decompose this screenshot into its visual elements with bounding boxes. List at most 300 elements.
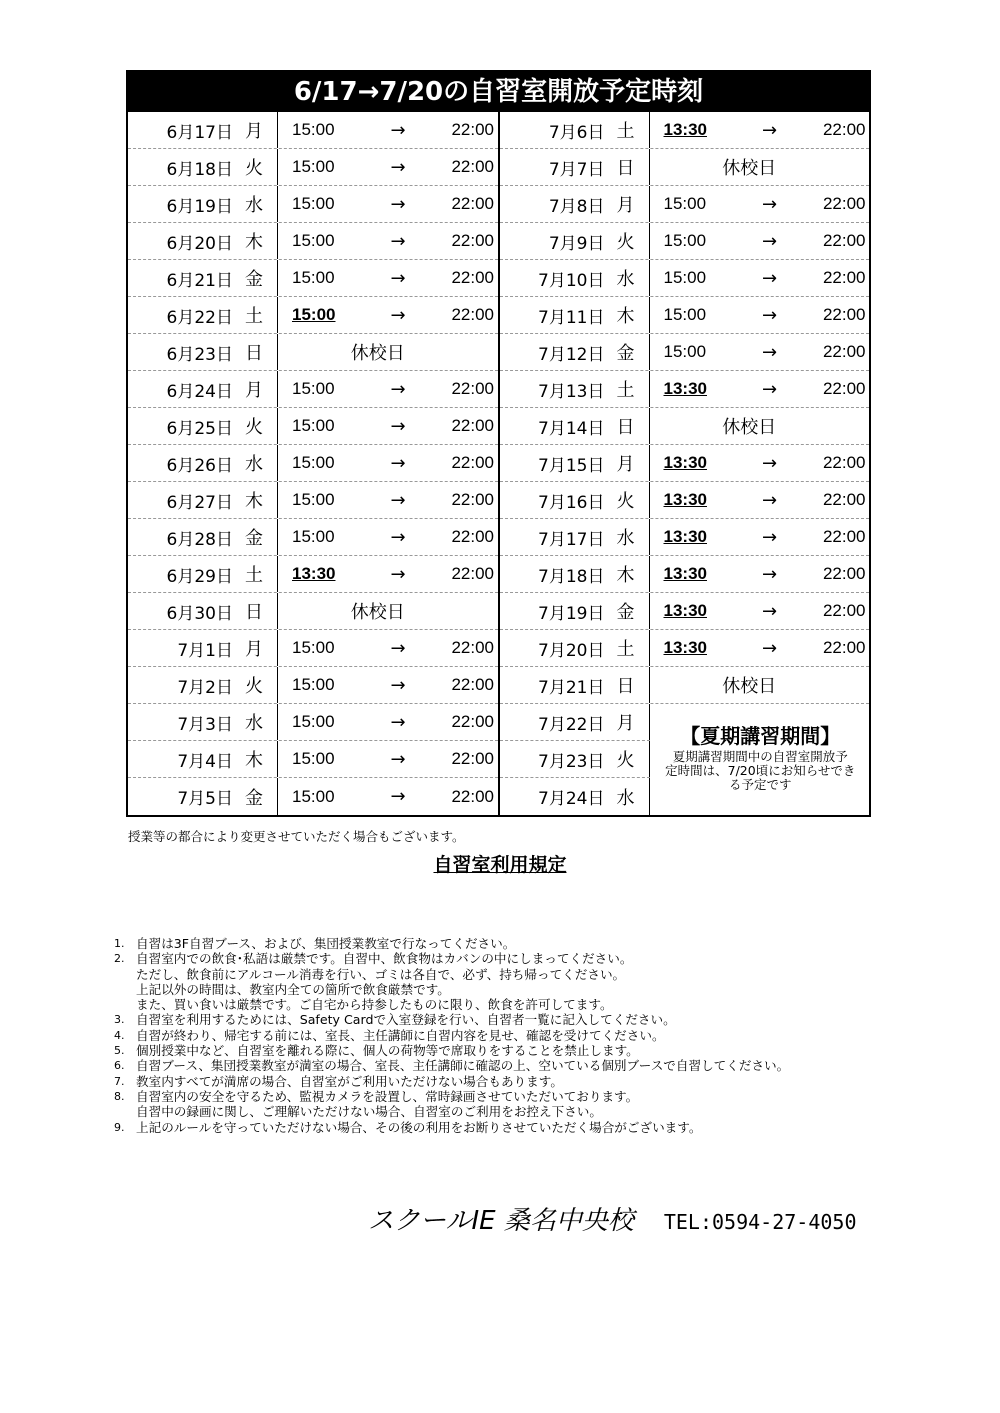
date-cell bbox=[500, 186, 650, 222]
close-time: 22:00 bbox=[451, 231, 494, 250]
schedule-row bbox=[500, 630, 870, 667]
rule-number: 4. bbox=[114, 1028, 125, 1042]
arrow-icon: → bbox=[390, 489, 406, 511]
schedule-row bbox=[128, 112, 498, 149]
close-time: 22:00 bbox=[451, 712, 494, 731]
date-cell bbox=[500, 334, 650, 370]
weekday-label: 水 bbox=[616, 787, 635, 809]
open-time: 15:00 bbox=[292, 749, 335, 768]
weekday-label: 火 bbox=[245, 158, 263, 179]
summer-note bbox=[650, 704, 870, 815]
closed-day-label: 休校日 bbox=[722, 417, 777, 438]
date-cell bbox=[128, 408, 278, 444]
date-label: 6月29日 bbox=[166, 566, 233, 587]
weekday-label: 土 bbox=[616, 380, 635, 401]
weekday-label: 土 bbox=[616, 639, 635, 660]
arrow-icon: → bbox=[390, 526, 406, 548]
time-cell bbox=[650, 268, 870, 289]
close-time: 22:00 bbox=[451, 416, 494, 435]
schedule-body bbox=[128, 112, 869, 815]
time-cell bbox=[278, 675, 498, 696]
date-label: 7月14日 bbox=[538, 418, 605, 439]
rule-number: 2. bbox=[114, 952, 125, 966]
weekday-label: 土 bbox=[245, 565, 263, 586]
open-time: 15:00 bbox=[663, 194, 707, 213]
date-label: 6月26日 bbox=[166, 455, 233, 476]
date-label: 6月25日 bbox=[166, 418, 233, 439]
rule-body bbox=[136, 936, 914, 951]
rule-text: 自習室を利用するためには、Safety Cardで入室登録を行い、自習者一覧に記入してください。 bbox=[136, 1012, 676, 1028]
rule-text: 上記以外の時間は、教室内全ての箇所で飲食厳禁です。 bbox=[136, 981, 450, 997]
close-time: 22:00 bbox=[822, 527, 866, 546]
date-label: 7月13日 bbox=[538, 381, 605, 402]
open-time: 13:30 bbox=[663, 453, 707, 472]
schedule-row bbox=[500, 223, 870, 260]
weekday-label: 月 bbox=[616, 713, 635, 734]
date-cell bbox=[500, 149, 650, 185]
rule-number: 1. bbox=[114, 937, 125, 950]
schedule-row bbox=[128, 371, 498, 408]
rule-number: 6. bbox=[114, 1059, 125, 1073]
time-cell bbox=[278, 305, 498, 326]
time-cell bbox=[650, 231, 870, 252]
time-cell bbox=[278, 712, 498, 733]
date-label: 7月21日 bbox=[538, 677, 605, 698]
rule-body bbox=[136, 1043, 914, 1058]
rule-text: 自習は3F自習ブース、および、集団授業教室で行なってください。 bbox=[136, 936, 516, 951]
date-label: 6月20日 bbox=[166, 233, 233, 254]
rule-item bbox=[114, 1028, 914, 1043]
date-cell bbox=[128, 223, 278, 259]
date-label: 6月19日 bbox=[166, 196, 233, 217]
weekday-label: 木 bbox=[616, 565, 635, 586]
date-cell bbox=[128, 519, 278, 555]
weekday-label: 金 bbox=[616, 602, 635, 623]
arrow-icon: → bbox=[390, 786, 406, 807]
date-cell bbox=[128, 186, 278, 222]
weekday-label: 火 bbox=[245, 417, 263, 438]
weekday-label: 木 bbox=[245, 491, 263, 512]
open-time: 15:00 bbox=[292, 675, 335, 694]
open-time: 15:00 bbox=[292, 231, 335, 250]
date-label: 7月7日 bbox=[548, 159, 605, 180]
date-cell bbox=[128, 482, 278, 518]
rule-text: 個別授業中など、自習室を離れる際に、個人の荷物等で席取りをすることを禁止します。 bbox=[136, 1043, 639, 1059]
schedule-row bbox=[128, 186, 498, 223]
schedule-row bbox=[128, 519, 498, 556]
weekday-label: 日 bbox=[616, 676, 635, 697]
arrow-icon: → bbox=[390, 563, 406, 585]
open-time: 13:30 bbox=[663, 379, 707, 398]
date-cell bbox=[500, 667, 650, 703]
close-time: 22:00 bbox=[451, 749, 494, 768]
closed-day-label: 休校日 bbox=[350, 343, 405, 364]
date-cell bbox=[500, 371, 650, 407]
time-cell bbox=[650, 490, 870, 511]
close-time: 22:00 bbox=[451, 157, 494, 176]
arrow-icon: → bbox=[761, 637, 778, 659]
date-label: 6月23日 bbox=[166, 344, 233, 365]
open-time: 15:00 bbox=[292, 268, 335, 287]
time-cell bbox=[650, 120, 870, 141]
date-cell bbox=[500, 778, 650, 815]
schedule-row bbox=[128, 704, 498, 741]
open-time: 15:00 bbox=[292, 453, 335, 472]
open-time: 15:00 bbox=[292, 786, 335, 806]
date-label: 7月18日 bbox=[538, 566, 605, 587]
close-time: 22:00 bbox=[451, 638, 494, 657]
date-label: 7月10日 bbox=[538, 270, 605, 291]
open-time: 15:00 bbox=[663, 305, 707, 324]
close-time: 22:00 bbox=[451, 527, 494, 546]
schedule-row bbox=[500, 778, 650, 815]
time-cell bbox=[278, 231, 498, 252]
schedule-row bbox=[128, 482, 498, 519]
weekday-label: 木 bbox=[616, 306, 635, 327]
date-cell bbox=[500, 408, 650, 444]
open-time: 15:00 bbox=[292, 712, 335, 731]
summer-note-line: 夏期講習期間中の自習室開放予 bbox=[672, 749, 848, 764]
open-time: 15:00 bbox=[292, 157, 335, 176]
schedule-right-rows bbox=[500, 112, 870, 704]
schedule-row bbox=[500, 519, 870, 556]
date-label: 7月20日 bbox=[538, 640, 605, 661]
rule-text: 自習ブース、集団授業教室が満室の場合、室長、主任講師に確認の上、空いている個別ブースで自習してください。 bbox=[136, 1058, 790, 1074]
rule-number: 3. bbox=[114, 1013, 125, 1027]
time-cell bbox=[278, 527, 498, 548]
school-name: スクールIE 桑名中央校 bbox=[368, 1206, 634, 1236]
schedule-row bbox=[500, 667, 870, 704]
schedule-left-column bbox=[128, 112, 500, 815]
time-cell bbox=[278, 120, 498, 141]
arrow-icon: → bbox=[761, 304, 778, 326]
weekday-label: 月 bbox=[616, 454, 635, 475]
date-cell bbox=[128, 334, 278, 370]
open-time: 15:00 bbox=[292, 120, 335, 139]
date-label: 7月2日 bbox=[177, 677, 233, 698]
arrow-icon: → bbox=[390, 748, 406, 770]
date-label: 7月5日 bbox=[177, 789, 233, 809]
schedule-row bbox=[128, 556, 498, 593]
time-cell bbox=[278, 157, 498, 178]
close-time: 22:00 bbox=[451, 786, 494, 806]
weekday-label: 火 bbox=[616, 750, 635, 771]
weekday-label: 日 bbox=[245, 602, 263, 623]
date-cell bbox=[500, 630, 650, 666]
summer-note-line: 定時間は、7/20頃にお知らせでき bbox=[665, 763, 856, 778]
close-time: 22:00 bbox=[451, 379, 494, 398]
weekday-label: 火 bbox=[616, 491, 635, 512]
rule-item bbox=[114, 1074, 914, 1089]
schedule-row bbox=[128, 778, 498, 815]
schedule-row bbox=[500, 186, 870, 223]
arrow-icon: → bbox=[761, 267, 778, 289]
rules-title: 自習室利用規定 bbox=[433, 854, 567, 876]
weekday-label: 日 bbox=[616, 158, 635, 179]
arrow-icon: → bbox=[390, 156, 406, 178]
date-label: 7月19日 bbox=[538, 603, 605, 624]
weekday-label: 木 bbox=[245, 232, 263, 253]
schedule-row bbox=[128, 408, 498, 445]
open-time: 13:30 bbox=[663, 564, 707, 583]
schedule-title: 6/17→7/20の自習室開放予定時刻 bbox=[128, 72, 869, 112]
summer-dates bbox=[500, 704, 650, 815]
schedule-row bbox=[128, 741, 498, 778]
schedule-right-column bbox=[500, 112, 870, 815]
date-label: 7月23日 bbox=[538, 751, 605, 772]
schedule-row bbox=[500, 371, 870, 408]
date-cell bbox=[128, 371, 278, 407]
close-time: 22:00 bbox=[822, 231, 866, 250]
arrow-icon: → bbox=[390, 711, 406, 733]
close-time: 22:00 bbox=[451, 675, 494, 694]
open-time: 15:00 bbox=[292, 638, 335, 657]
date-cell bbox=[500, 519, 650, 555]
date-cell bbox=[500, 260, 650, 296]
date-cell bbox=[128, 704, 278, 740]
date-label: 7月11日 bbox=[538, 307, 605, 328]
date-label: 6月30日 bbox=[166, 603, 233, 624]
date-label: 6月22日 bbox=[166, 307, 233, 328]
date-label: 6月27日 bbox=[166, 492, 233, 513]
open-time: 13:30 bbox=[663, 120, 707, 139]
schedule-row bbox=[500, 556, 870, 593]
open-time: 15:00 bbox=[663, 342, 707, 361]
date-cell bbox=[128, 778, 278, 815]
time-cell bbox=[650, 379, 870, 400]
close-time: 22:00 bbox=[822, 194, 866, 213]
open-time: 13:30 bbox=[663, 601, 707, 620]
open-time: 15:00 bbox=[292, 379, 335, 398]
rule-text: 自習室内での飲食･私語は厳禁です。自習中、飲食物はカバンの中にしまってください。 bbox=[136, 951, 633, 967]
open-time: 15:00 bbox=[292, 194, 335, 213]
footnote: 授業等の都合により変更させていただく場合もございます。 bbox=[128, 829, 465, 844]
weekday-label: 火 bbox=[245, 676, 263, 697]
weekday-label: 土 bbox=[616, 121, 635, 142]
date-cell bbox=[128, 667, 278, 703]
date-label: 6月17日 bbox=[166, 122, 233, 143]
date-cell bbox=[500, 556, 650, 592]
rule-item bbox=[114, 1012, 914, 1027]
close-time: 22:00 bbox=[451, 268, 494, 287]
weekday-label: 金 bbox=[616, 343, 635, 364]
date-cell bbox=[128, 112, 278, 148]
rule-item bbox=[114, 1089, 914, 1120]
open-time: 13:30 bbox=[663, 527, 707, 546]
time-cell bbox=[278, 379, 498, 400]
rule-item bbox=[114, 1043, 914, 1058]
schedule-row bbox=[500, 482, 870, 519]
date-cell bbox=[128, 149, 278, 185]
schedule-row bbox=[500, 260, 870, 297]
close-time: 22:00 bbox=[822, 601, 866, 620]
rule-body bbox=[136, 1120, 914, 1135]
open-time: 13:30 bbox=[663, 490, 707, 509]
close-time: 22:00 bbox=[451, 120, 494, 139]
rule-item bbox=[114, 1120, 914, 1135]
rule-text: 自習中の録画に関し、ご理解いただけない場合、自習室のご利用をお控え下さい。 bbox=[136, 1104, 602, 1120]
rule-body bbox=[136, 1028, 914, 1043]
weekday-label: 金 bbox=[245, 269, 263, 290]
summer-heading: 【夏期講習期間】 bbox=[680, 724, 841, 748]
rule-text: 教室内すべてが満席の場合、自習室がご利用いただけない場合もあります。 bbox=[136, 1073, 563, 1089]
close-time: 22:00 bbox=[451, 564, 494, 583]
rule-number: 9. bbox=[114, 1120, 125, 1134]
weekday-label: 水 bbox=[245, 454, 263, 475]
arrow-icon: → bbox=[761, 526, 778, 548]
open-time: 15:00 bbox=[292, 527, 335, 546]
close-time: 22:00 bbox=[451, 453, 494, 472]
arrow-icon: → bbox=[390, 452, 406, 474]
date-cell bbox=[128, 297, 278, 333]
date-label: 7月22日 bbox=[538, 714, 605, 735]
rule-body bbox=[136, 1074, 914, 1089]
time-cell bbox=[278, 564, 498, 585]
date-label: 7月16日 bbox=[538, 492, 605, 513]
rule-body bbox=[136, 951, 914, 1012]
closed-day-label: 休校日 bbox=[722, 676, 777, 697]
close-time: 22:00 bbox=[451, 305, 494, 324]
arrow-icon: → bbox=[761, 193, 778, 215]
date-label: 7月9日 bbox=[548, 233, 605, 254]
time-cell bbox=[650, 527, 870, 548]
weekday-label: 水 bbox=[245, 195, 263, 216]
rule-body bbox=[136, 1058, 914, 1073]
schedule-table bbox=[126, 70, 871, 817]
arrow-icon: → bbox=[390, 267, 406, 289]
arrow-icon: → bbox=[390, 674, 406, 696]
date-cell bbox=[500, 445, 650, 481]
schedule-row bbox=[500, 297, 870, 334]
open-time: 15:00 bbox=[663, 231, 707, 250]
schedule-row bbox=[500, 445, 870, 482]
arrow-icon: → bbox=[761, 230, 778, 252]
footer bbox=[368, 1200, 857, 1237]
date-cell bbox=[500, 223, 650, 259]
weekday-label: 金 bbox=[245, 787, 263, 809]
open-time: 13:30 bbox=[663, 638, 707, 657]
arrow-icon: → bbox=[761, 489, 778, 511]
weekday-label: 水 bbox=[616, 269, 635, 290]
rule-text: 上記のルールを守っていただけない場合、その後の利用をお断りさせていただく場合がございます。 bbox=[136, 1119, 702, 1135]
schedule-row bbox=[128, 260, 498, 297]
weekday-label: 月 bbox=[245, 639, 263, 660]
close-time: 22:00 bbox=[822, 453, 866, 472]
time-cell bbox=[278, 638, 498, 659]
time-cell bbox=[278, 786, 498, 807]
rule-text: 自習が終わり、帰宅する前には、室長、主任講師に自習内容を見せ、確認を受けてください。 bbox=[136, 1027, 665, 1043]
date-cell bbox=[500, 704, 650, 740]
close-time: 22:00 bbox=[451, 490, 494, 509]
date-label: 6月24日 bbox=[166, 381, 233, 402]
rule-item bbox=[114, 1058, 914, 1073]
schedule-row bbox=[128, 149, 498, 186]
time-cell bbox=[650, 453, 870, 474]
weekday-label: 木 bbox=[245, 750, 263, 771]
arrow-icon: → bbox=[761, 600, 778, 622]
schedule-row bbox=[128, 593, 498, 630]
rule-item bbox=[114, 951, 914, 1012]
open-time: 13:30 bbox=[292, 564, 336, 583]
time-cell bbox=[278, 453, 498, 474]
time-cell bbox=[278, 749, 498, 770]
arrow-icon: → bbox=[761, 119, 778, 141]
rule-number: 8. bbox=[114, 1089, 125, 1103]
rule-text: ただし、飲食前にアルコール消毒を行い、ゴミは各自で、必ず、持ち帰ってください。 bbox=[136, 966, 626, 982]
date-label: 7月6日 bbox=[548, 122, 605, 143]
close-time: 22:00 bbox=[822, 490, 866, 509]
date-cell bbox=[500, 482, 650, 518]
rule-text: 自習室内の安全を守るため、監視カメラを設置し、常時録画させていただいております。 bbox=[136, 1088, 639, 1104]
close-time: 22:00 bbox=[822, 379, 866, 398]
weekday-label: 月 bbox=[245, 121, 263, 142]
arrow-icon: → bbox=[390, 378, 406, 400]
date-cell bbox=[128, 593, 278, 629]
open-time: 15:00 bbox=[292, 305, 336, 324]
weekday-label: 金 bbox=[245, 528, 263, 549]
schedule-row bbox=[500, 593, 870, 630]
date-label: 6月21日 bbox=[166, 270, 233, 291]
date-label: 7月4日 bbox=[177, 751, 233, 772]
summer-block bbox=[500, 704, 870, 815]
close-time: 22:00 bbox=[822, 564, 866, 583]
phone-number: TEL:0594-27-4050 bbox=[663, 1210, 857, 1234]
date-label: 7月15日 bbox=[538, 455, 605, 476]
weekday-label: 土 bbox=[245, 306, 263, 327]
arrow-icon: → bbox=[761, 563, 778, 585]
arrow-icon: → bbox=[390, 415, 406, 437]
close-time: 22:00 bbox=[822, 305, 866, 324]
date-cell bbox=[128, 741, 278, 777]
date-label: 6月18日 bbox=[166, 159, 233, 180]
closed-day-label: 休校日 bbox=[350, 602, 405, 623]
date-label: 7月17日 bbox=[538, 529, 605, 550]
rule-text: また、買い食いは厳禁です。ご自宅から持参したものに限り、飲食を許可してます。 bbox=[136, 997, 613, 1013]
time-cell bbox=[650, 305, 870, 326]
close-time: 22:00 bbox=[822, 268, 866, 287]
summer-note-line: る予定です bbox=[728, 777, 792, 792]
arrow-icon: → bbox=[390, 230, 406, 252]
open-time: 15:00 bbox=[663, 268, 707, 287]
arrow-icon: → bbox=[761, 341, 778, 363]
schedule-row bbox=[500, 408, 870, 445]
close-time: 22:00 bbox=[822, 120, 866, 139]
rule-number: 5. bbox=[114, 1044, 125, 1058]
schedule-row bbox=[128, 667, 498, 704]
date-cell bbox=[128, 630, 278, 666]
weekday-label: 水 bbox=[616, 528, 635, 549]
date-label: 7月12日 bbox=[538, 344, 605, 365]
schedule-row bbox=[128, 223, 498, 260]
weekday-label: 日 bbox=[616, 417, 635, 438]
close-time: 22:00 bbox=[822, 638, 866, 657]
weekday-label: 日 bbox=[245, 343, 263, 364]
date-label: 7月3日 bbox=[177, 714, 233, 735]
schedule-row bbox=[500, 704, 650, 741]
rule-item bbox=[114, 936, 914, 951]
weekday-label: 月 bbox=[616, 195, 635, 216]
date-cell bbox=[500, 112, 650, 148]
arrow-icon: → bbox=[390, 119, 406, 141]
closed-day-label: 休校日 bbox=[722, 158, 777, 179]
time-cell bbox=[650, 601, 870, 622]
open-time: 15:00 bbox=[292, 490, 335, 509]
weekday-label: 月 bbox=[245, 380, 263, 401]
date-cell bbox=[128, 445, 278, 481]
schedule-row bbox=[500, 149, 870, 186]
date-label: 6月28日 bbox=[166, 529, 233, 550]
close-time: 22:00 bbox=[451, 194, 494, 213]
